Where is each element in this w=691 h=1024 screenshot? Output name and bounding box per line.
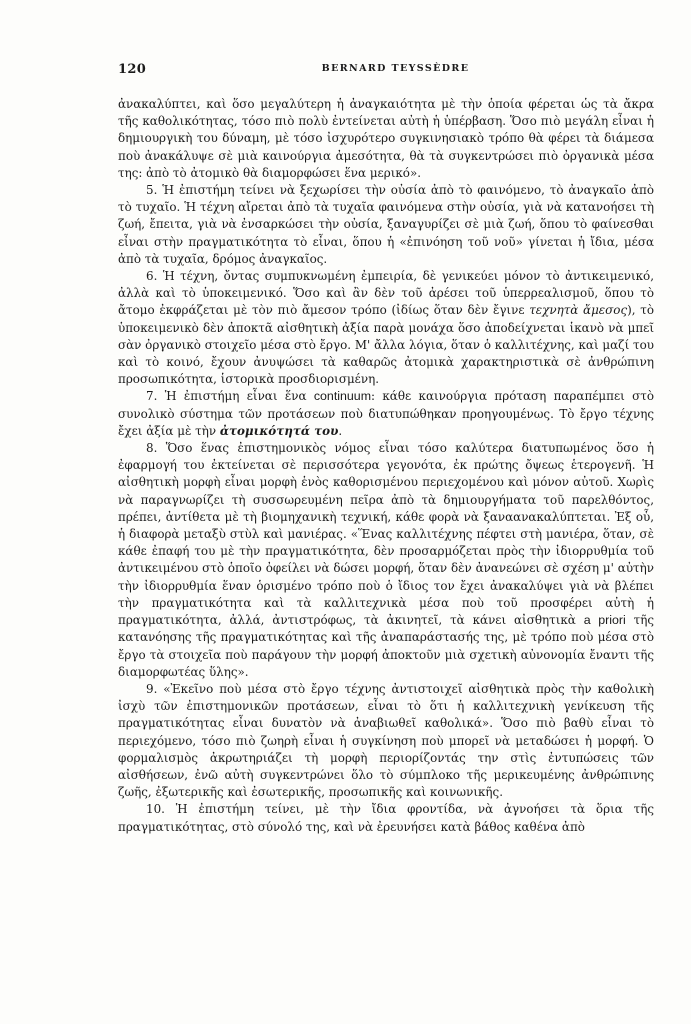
text-run: 9. «Ἐκεῖνο ποὺ μέσα στὸ ἔργο τέχνης ἀντιστοιχεῖ αἰσθητικὰ πρὸς τὴν καθολικὴ ἰσχὺ τῶν ἐπιστημονικῶν προτάσεων, εἶναι τὸ ὅτι ἡ καλλιτεχνικὴ γενίκευση τῆς πραγματικότητας εἶναι δυνατὸν νὰ ἀναβιωθεῖ καθολικά». Ὅσο πιὸ βαθὺ εἶναι τὸ περιεχόμενο, τόσο πιὸ ζωηρὴ εἶναι ἡ συγκίνηση ποὺ μπορεῖ νὰ μεταδώσει ἡ μορφή. Ὁ φορμαλισμὸς ἀκρωτηριάζει τὴ μορφὴ περιορίζοντάς την στὶς ἐντυπώσεις τῶν αἰσθήσεων, ἐνῶ αὐτὴ συγκεντρώνει ὅλο τὸ σύμπλοκο τῆς μερικευμένης ἀνθρώπινης ζωῆς, ἐξωτερικῆς καὶ ἐσωτερικῆς, προσωπικῆς καὶ κοινωνικῆς. xyxy=(118,681,654,800)
running-title: BERNARD TEYSSÈDRE xyxy=(321,63,470,74)
paragraph-p6 xyxy=(118,268,654,388)
paragraph-p10 xyxy=(118,801,654,835)
text-run: 7. Ἡ ἐπιστήμη εἶναι ἕνα xyxy=(146,389,314,404)
text-run: τεχνητὰ ἄμεσος xyxy=(529,303,628,318)
text-run: 8. Ὅσο ἕνας ἐπιστημονικὸς νόμος εἶναι τόσο καλύτερα διατυπωμένος ὅσο ἡ ἐφαρμογή του ἐκτείνεται σὲ περισσότερα γεγονότα, ἐκ πρώτης ὄψεως ἑτερογενῆ. Ἡ αἰσθητικὴ μορφὴ εἶναι μορφὴ ἑνὸς καθορισμένου περιεχομένου καὶ μόνον αὐτοῦ. Χωρὶς νὰ παραγνωρίζει τὴ συσσωρευμένη πεῖρα ἀπὸ τὰ δημιουργήματα τοῦ παρελθόντος, πρέπει, ἀντίθετα μὲ τὴ βιομηχανικὴ τεχνική, κάθε φορὰ νὰ ξαναανακαλύπτεται. Ἐξ οὗ, ἡ διαφορὰ μεταξὺ στὺλ καὶ μανιέρας. «Ἕνας καλλιτέχνης πέφτει στὴ μανιέρα, ὅταν, σὲ κάθε ἐπαφή του μὲ τὴν πραγματικότητα, δὲν προσαρμόζεται πρὸς τὴν ἰδιορρυθμία τοῦ ἀντικειμένου στὸ ὁποῖο ὀφείλει νὰ δώσει μορφή, ὅταν δὲν ἀνανεώνει σὲ σχέση μ' αὐτὴν τὴν ἰδιορρυθμία ἕναν ὁρισμένο τρόπο ποὺ ὁ ἴδιος τον ἔχει ἀνακαλύψει γιὰ νὰ βλέπει τὴν πραγματικότητα καὶ τὰ καλλιτεχνικὰ μέσα ποὺ τοῦ προσφέρει αὐτὴ ἡ πραγματικότητα, ἀλλά, ἀντιστρόφως, τὰ ἀκινητεῖ, τὰ κάνει αἰσθητικὰ xyxy=(118,441,654,628)
text-run: ἀνακαλύπτει, καὶ ὅσο μεγαλύτερη ἡ ἀναγκαιότητα μὲ τὴν ὁποία φέρεται ὡς τὰ ἄκρα τῆς καθολικότητας, τόσο πιὸ πολὺ ἐντείνεται αὐτὴ ἡ ὑπέρβαση. Ὅσο πιὸ μεγάλη εἶναι ἡ δημιουργικὴ του δύναμη, μὲ τόσο ἰσχυρότερο συγκινησιακὸ τρόπο θὰ φέρει τὰ διάμεσα ποὺ ἀνακάλυψε σὲ μιὰ καινούργια ἀμεσότητα, θὰ τὰ συγκεντρώσει πιὸ ὀργανικὰ μέσα της: ἀπὸ τὸ ἀτομικὸ θὰ διαμορφώσει ἕνα μερικό». xyxy=(118,97,654,180)
text-run: . xyxy=(338,423,343,438)
paragraph-p4-cont xyxy=(118,96,654,182)
running-head xyxy=(118,62,653,78)
text-run: τῆς κατανόησης τῆς πραγματικότητας καὶ τῆς ἀναπαράστασής της, μὲ τρόπο ποὺ μέσα στὸ ἔργο τὰ στοιχεῖα ποὺ παράγουν τὴν μορφή ἀποκτοῦν μιὰ σχετικὴ αὐνονομία ἔναντι τῆς διαμορφωτέας ὕλης». xyxy=(118,613,654,679)
text-run: : κάθε καινούργια πρόταση παραπέμπει στὸ συνολικὸ σύστημα τῶν προτάσεων ποὺ διατυπώθηκαν προηγουμένως. Τὸ ἔργο τέχνης ἔχει ἀξία μὲ τὴν xyxy=(118,389,654,438)
text-run: 10. Ἡ ἐπιστήμη τείνει, μὲ τὴν ἴδια φροντίδα, νὰ ἀγνοήσει τὰ ὅρια τῆς πραγματικότητας, στὸ σύνολό της, καὶ νὰ ἐρευνήσει κατὰ βάθος καθένα ἀπὸ xyxy=(118,802,654,834)
paragraph-p9 xyxy=(118,681,654,801)
text-run: 6. Ἡ τέχνη, ὄντας συμπυκνωμένη ἐμπειρία, δὲ γενικεύει μόνον τὸ ἀντικειμενικό, ἀλλὰ καὶ τὸ ὑποκειμενικό. Ὅσο καὶ ἂν δὲν τοῦ ἀρέσει τοῦ ὑπερρεαλισμοῦ, ὅπου τὸ ἄτομο ἐκφράζεται μὲ τὸν πιὸ ἄμεσον τρόπο (ἰδίως ὅταν δὲν ἔγινε xyxy=(118,269,654,318)
page-number: 120 xyxy=(118,62,147,77)
text-run: ἀτομικότητά του xyxy=(219,423,339,438)
text-run: continuum xyxy=(313,389,372,404)
body-text xyxy=(118,96,654,836)
paragraph-p5 xyxy=(118,182,654,268)
text-run: ), τὸ ὑποκειμενικὸ δὲν ἀποκτᾶ αἰσθητικὴ ἀξία παρὰ μονάχα ὅσο ἀποδείχνεται ἱκανὸ νὰ μπεῖ σὰν ὀργανικὸ στοιχεῖο μέσα στὸ ἔργο. Μ' ἄλλα λόγια, ὅταν ὁ καλλιτέχνης, καὶ μαζί του καὶ τὸ κοινό, ἔχουν ἀνυψώσει τὰ καθαρῶς ἀτομικὰ χαρακτηριστικὰ σὲ ἀνθρώπινη προσωπικότητα, ἱστορικὰ προσδιορισμένη. xyxy=(118,303,654,387)
text-run: 5. Ἡ ἐπιστήμη τείνει νὰ ξεχωρίσει τὴν οὐσία ἀπὸ τὸ φαινόμενο, τὸ ἀναγκαῖο ἀπὸ τὸ τυχαῖο. Ἡ τέχνη αἴρεται ἀπὸ τὰ τυχαῖα φαινόμενα στὴν οὐσία, γιὰ νὰ κατανοήσει τὴ ζωή, ἔπειτα, γιὰ νὰ ἐνσαρκώσει τὴν οὐσία, ξαναγυρίζει σὲ μιὰ ζωή, ὅπου τὸ φαίνεσθαι εἶναι στὴν πραγματικότητα τὸ εἶναι, ὅπου ἡ «ἐπινόηση τοῦ νοῦ» γίνεται ἡ ἴδια, μέσα ἀπὸ τὰ τυχαῖα, δρόμος ἀναγκαῖος. xyxy=(118,183,654,266)
paragraph-p8 xyxy=(118,440,654,681)
paragraph-p7 xyxy=(118,388,654,440)
text-run: a priori xyxy=(583,613,626,628)
